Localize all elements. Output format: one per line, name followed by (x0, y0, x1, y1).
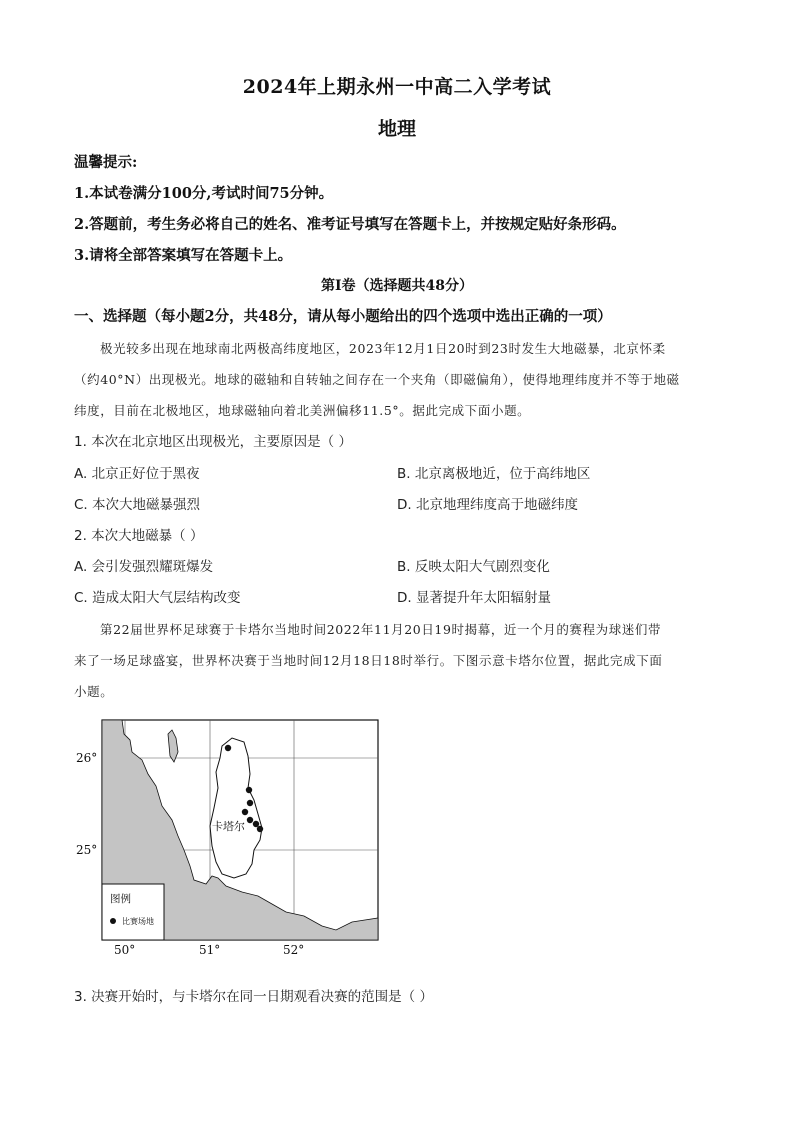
stadium-point (225, 745, 231, 751)
passage-line: 小题。 (74, 684, 114, 699)
question-1-option-d: D. 北京地理纬度高于地磁纬度 (397, 497, 578, 513)
question-1-option-a: A. 北京正好位于黑夜 (74, 466, 200, 482)
notice-item-2: 2.答题前，考生务必将自己的姓名、准考证号填写在答题卡上，并按规定贴好条形码。 (74, 216, 626, 233)
section-title: 一、选择题（每小题2分，共48分，请从每小题给出的四个选项中选出正确的一项） (74, 308, 612, 325)
part1-heading: 第Ⅰ卷（选择题共48分） (320, 278, 474, 294)
passage-line: 极光较多出现在地球南北两极高纬度地区，2023年12月1日20时到23时发生大地磁暴，北京怀柔 (100, 341, 666, 356)
notice-item-1: 1.本试卷满分100分,考试时间75分钟。 (74, 185, 334, 202)
country-label: 卡塔尔 (212, 820, 245, 833)
question-3-stem: 3. 决赛开始时，与卡塔尔在同一日期观看决赛的范围是（ ） (74, 989, 433, 1005)
legend-item-label: 比赛场地 (122, 917, 154, 926)
lat-label-26: 26° (76, 751, 98, 765)
lon-label-52: 52° (283, 943, 305, 956)
passage-worldcup (74, 614, 722, 707)
passage-line: 来了一场足球盛宴，世界杯决赛于当地时间12月18日18时举行。下图示意卡塔尔位置，据此完成下面 (74, 653, 663, 668)
question-1-option-c: C. 本次大地磁暴强烈 (74, 497, 201, 513)
question-2-option-a: A. 会引发强烈耀斑爆发 (74, 559, 214, 575)
stadium-point (242, 809, 248, 815)
stadium-point (253, 821, 259, 827)
notice-item-3: 3.请将全部答案填写在答题卡上。 (74, 247, 293, 264)
legend-stadium-symbol (110, 918, 116, 924)
notice-heading: 温馨提示: (74, 154, 138, 171)
stadium-point (246, 787, 252, 793)
stadium-point (257, 826, 263, 832)
question-2-option-c: C. 造成太阳大气层结构改变 (74, 590, 241, 606)
lat-label-25: 25° (76, 843, 98, 857)
question-1-option-b: B. 北京离极地近，位于高纬地区 (397, 466, 591, 482)
passage-line: 纬度，目前在北极地区，地球磁轴向着北美洲偏移11.5°。据此完成下面小题。 (74, 403, 531, 418)
legend-title: 图例 (110, 893, 131, 905)
passage-aurora (74, 333, 722, 426)
lon-label-50: 50° (114, 943, 136, 956)
passage-line: 第22届世界杯足球赛于卡塔尔当地时间2022年11月20日19时揭幕，近一个月的赛程为球迷们带 (100, 622, 662, 637)
subject-title: 地理 (377, 118, 416, 140)
question-2-stem: 2. 本次大地磁暴（ ） (74, 528, 204, 544)
question-2-option-b: B. 反映太阳大气剧烈变化 (397, 559, 550, 575)
question-2-option-d: D. 显著提升年太阳辐射量 (397, 590, 551, 606)
lon-label-51: 51° (199, 943, 221, 956)
stadium-point (247, 800, 253, 806)
question-1-stem: 1. 本次在北京地区出现极光，主要原因是（ ） (74, 434, 352, 450)
passage-line: （约40°N）出现极光。地球的磁轴和自转轴之间存在一个夹角（即磁偏角），使得地理纬度并不等于地磁 (74, 372, 680, 387)
qatar-location-map (72, 716, 382, 956)
exam-title: 2024年上期永州一中高二入学考试 (242, 76, 552, 98)
stadium-point (247, 817, 253, 823)
